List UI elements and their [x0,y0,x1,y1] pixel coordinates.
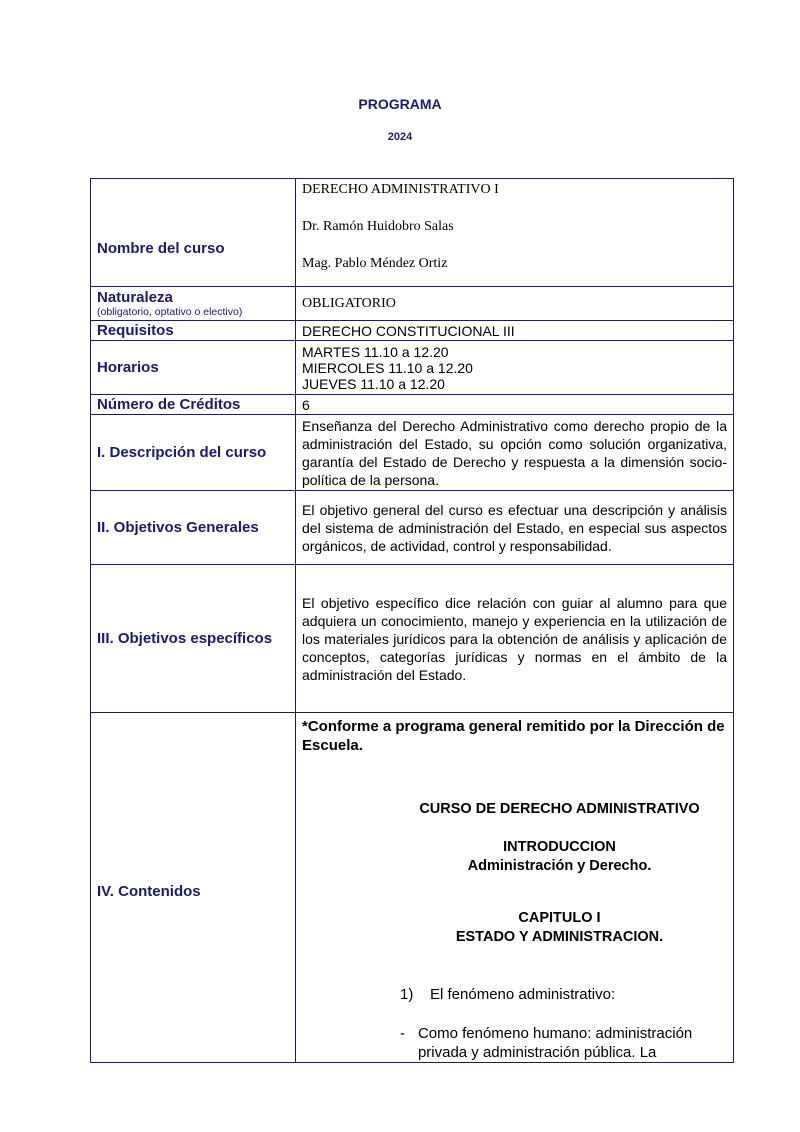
horario-line-3: JUEVES 11.10 a 12.20 [302,375,445,392]
document-year: 2024 [387,131,413,143]
professor-1: Dr. Ramón Huidobro Salas [302,219,454,234]
intro-subtitle: Administración y Derecho. [467,858,652,874]
value-horarios [296,341,734,395]
item-1-marker: 1) [400,986,414,1003]
label-naturaleza-sub: (obligatorio, optativo o electivo) [97,306,243,318]
row-creditos [91,395,734,415]
label-horarios: Horarios [91,341,296,395]
horario-line-1: MARTES 11.10 a 12.20 [302,343,449,360]
item-1-text: El fenómeno administrativo: [430,986,616,1003]
label-naturaleza [91,287,296,321]
professor-2: Mag. Pablo Méndez Ortiz [302,256,448,271]
value-contenidos [296,713,734,1063]
row-contenidos [91,713,734,1063]
label-objetivos-especificos: III. Objetivos específicos [91,565,296,713]
label-nombre [91,179,296,287]
program-table [90,178,734,1063]
contenidos-course-title: CURSO DE DERECHO ADMINISTRATIVO [419,801,700,817]
chapter-subtitle: ESTADO Y ADMINISTRACION. [455,929,664,945]
row-descripcion [91,415,734,491]
label-creditos: Número de Créditos [91,395,296,415]
value-objetivos-generales: El objetivo general del curso es efectuar una descripción y análisis del sistema de administración del Estado, en especial sus aspectos orgánicos, de actividad, control y responsabilidad. [296,491,734,565]
value-creditos: 6 [296,395,734,415]
item-2-marker: - [400,1025,405,1042]
label-contenidos: IV. Contenidos [91,713,296,1063]
row-requisitos [91,321,734,341]
item-2-text: Como fenómeno humano: administración privada y administración pública. La [417,1025,693,1061]
label-objetivos-generales: II. Objetivos Generales [91,491,296,565]
chapter-title: CAPITULO I [518,910,601,926]
value-naturaleza: OBLIGATORIO [296,287,734,321]
value-descripcion: Enseñanza del Derecho Administrativo como derecho propio de la administración del Estado, su opción como solución organizativa, garantía del Estado de Derecho y respuesta a la dimensión socio-política de la persona. [296,415,734,491]
label-naturaleza-text: Naturaleza [97,289,173,306]
row-objetivos-generales [91,491,734,565]
label-nombre-text: Nombre del curso [97,240,225,257]
contenidos-item-2 [302,1024,727,1062]
label-descripcion: I. Descripción del curso [91,415,296,491]
label-requisitos: Requisitos [91,321,296,341]
document-title: PROGRAMA [358,96,442,112]
row-nombre [91,179,734,287]
course-name: DERECHO ADMINISTRATIVO I [302,182,499,197]
intro-title: INTRODUCCION [503,839,616,855]
row-horarios [91,341,734,395]
horario-line-2: MIERCOLES 11.10 a 12.20 [302,359,473,376]
value-objetivos-especificos: El objetivo específico dice relación con guiar al alumno para que adquiera un conocimiento, manejo y experiencia en la utilización de los materiales jurídicos para la obtención de análisis y aplicación de conceptos, categorías jurídicas y normas en el ámbito de la administración del Estado. [296,565,734,713]
row-objetivos-especificos [91,565,734,713]
row-naturaleza [91,287,734,321]
value-nombre [296,179,734,287]
contenidos-note: *Conforme a programa general remitido por la Dirección de Escuela. [302,718,725,754]
value-requisitos: DERECHO CONSTITUCIONAL III [296,321,734,341]
contenidos-item-1 [302,985,727,1004]
